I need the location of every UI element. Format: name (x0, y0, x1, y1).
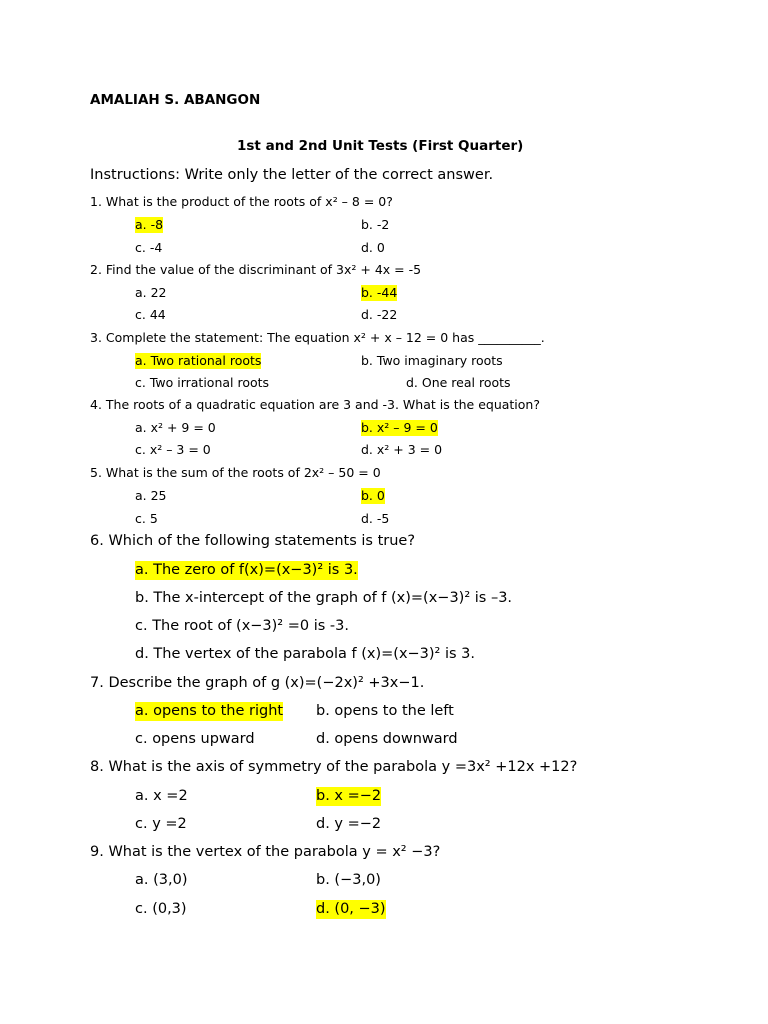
q4-choice-c: c. x² – 3 = 0 (135, 442, 211, 457)
question-3: 3. Complete the statement: The equation x² + x – 12 = 0 has __________. (90, 330, 545, 345)
question-5: 5. What is the sum of the roots of 2x² – 50 = 0 (90, 465, 381, 480)
q8-choice-b: b. x =−2 (316, 788, 382, 804)
author-name: AMALIAH S. ABANGON (90, 92, 261, 108)
q6-choice-a: a. The zero of f(x)=(x−3)² is 3. (135, 562, 358, 578)
q5-choice-d: d. -5 (361, 511, 390, 526)
q5-choice-b: b. 0 (361, 488, 385, 503)
q3-choice-c: c. Two irrational roots (135, 375, 270, 390)
question-6: 6. Which of the following statements is true? (90, 533, 416, 549)
q5-choice-c: c. 5 (135, 511, 158, 526)
q8-choice-d: d. y =−2 (316, 816, 382, 832)
q7-choice-c: c. opens upward (135, 731, 255, 747)
q3-choice-a: a. Two rational roots (135, 353, 262, 368)
q9-choice-d: d. (0, −3) (316, 901, 386, 917)
q7-choice-a: a. opens to the right (135, 703, 284, 719)
q9-choice-a: a. (3,0) (135, 872, 188, 888)
q4-choice-b: b. x² – 9 = 0 (361, 420, 438, 435)
q1-choice-c: c. -4 (135, 240, 163, 255)
instructions: Instructions: Write only the letter of the correct answer. (90, 167, 494, 183)
question-9: 9. What is the vertex of the parabola y = x² −3? (90, 844, 441, 860)
q6-choice-b: b. The x-intercept of the graph of f (x)=(x−3)² is –3. (135, 590, 513, 606)
q3-choice-b: b. Two imaginary roots (361, 353, 503, 368)
q1-choice-b: b. -2 (361, 217, 390, 232)
q4-choice-d: d. x² + 3 = 0 (361, 442, 443, 457)
q2-choice-a: a. 22 (135, 285, 167, 300)
q7-choice-d: d. opens downward (316, 731, 458, 747)
question-1: 1. What is the product of the roots of x² – 8 = 0? (90, 194, 393, 209)
q8-choice-c: c. y =2 (135, 816, 187, 832)
q9-choice-b: b. (−3,0) (316, 872, 381, 888)
question-4: 4. The roots of a quadratic equation are 3 and -3. What is the equation? (90, 397, 540, 412)
q6-choice-d: d. The vertex of the parabola f (x)=(x−3)² is 3. (135, 646, 476, 662)
question-8: 8. What is the axis of symmetry of the parabola y =3x² +12x +12? (90, 759, 578, 775)
q7-choice-b: b. opens to the left (316, 703, 454, 719)
q1-choice-d: d. 0 (361, 240, 385, 255)
q2-choice-d: d. -22 (361, 307, 398, 322)
q9-choice-c: c. (0,3) (135, 901, 187, 917)
q5-choice-a: a. 25 (135, 488, 167, 503)
q4-choice-a: a. x² + 9 = 0 (135, 420, 216, 435)
q1-choice-a: a. -8 (135, 217, 164, 232)
question-2: 2. Find the value of the discriminant of 3x² + 4x = -5 (90, 262, 422, 277)
q2-choice-c: c. 44 (135, 307, 166, 322)
question-7: 7. Describe the graph of g (x)=(−2x)² +3x−1. (90, 675, 425, 691)
q3-choice-d: d. One real roots (406, 375, 511, 390)
q6-choice-c: c. The root of (x−3)² =0 is -3. (135, 618, 349, 634)
q8-choice-a: a. x =2 (135, 788, 188, 804)
page-title: 1st and 2nd Unit Tests (First Quarter) (237, 138, 524, 154)
q2-choice-b: b. -44 (361, 285, 398, 300)
